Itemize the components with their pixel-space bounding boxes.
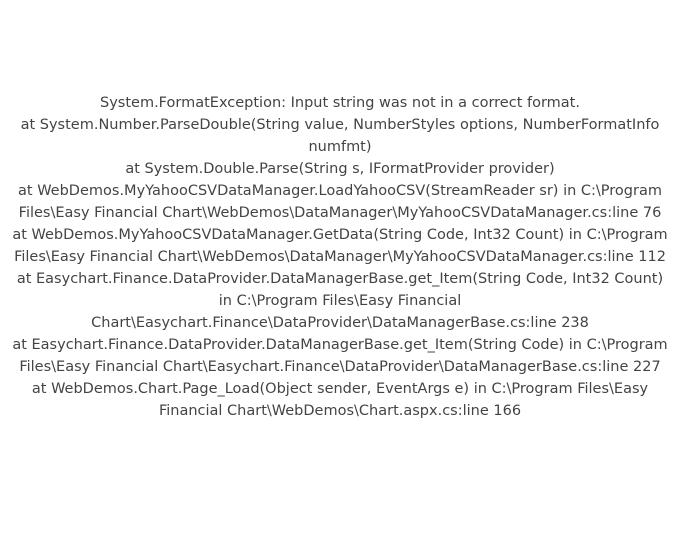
stack-trace-line: at WebDemos.Chart.Page_Load(Object sender, EventArgs e) in C:\Program Files\Easy Financial Chart\WebDemos\Chart.aspx.cs:line 166 <box>31 381 649 419</box>
stack-trace-line: at WebDemos.MyYahooCSVDataManager.GetData(String Code, Int32 Count) in C:\Program Files\Easy Financial Chart\WebDemos\DataManager\MyYahooCSVDataManager.cs:line 112 <box>12 227 668 265</box>
stack-trace-line: System.FormatException: Input string was not in a correct format. <box>100 95 580 111</box>
exception-stack-trace <box>0 92 680 422</box>
stack-trace-line: at Easychart.Finance.DataProvider.DataManagerBase.get_Item(String Code) in C:\Program Files\Easy Financial Chart\Easychart.Finance\DataProvider\DataManagerBase.cs:line 227 <box>12 337 668 375</box>
stack-trace-line: at WebDemos.MyYahooCSVDataManager.LoadYahooCSV(StreamReader sr) in C:\Program Files\Easy Financial Chart\WebDemos\DataManager\MyYahooCSVDataManager.cs:line 76 <box>18 183 662 221</box>
stack-trace-line: at System.Double.Parse(String s, IFormatProvider provider) <box>125 161 555 177</box>
stack-trace-line: at Easychart.Finance.DataProvider.DataManagerBase.get_Item(String Code, Int32 Count) in C:\Program Files\Easy Financial Chart\Easychart.Finance\DataProvider\DataManagerBase.cs:line 238 <box>16 271 664 331</box>
stack-trace-line: at System.Number.ParseDouble(String value, NumberStyles options, NumberFormatInfo numfmt) <box>20 117 660 155</box>
